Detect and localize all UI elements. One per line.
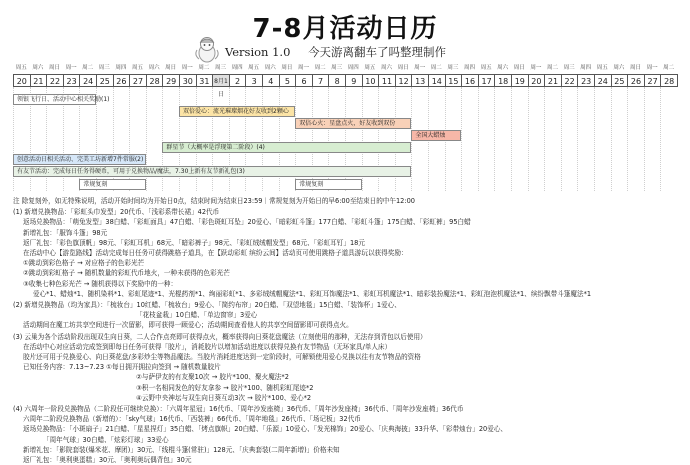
weekday-label: 周二 [546,65,558,71]
event-bar: 领银飞行日、活动中心相关奖励(1) [13,94,96,105]
note-line: 爱心*1、蜡烛*1、随机染料*1、彩虹尾迹*1、光棍药剂*1、绚丽彩虹*1、多彩绒绒帽魔法*1、彩虹耳饰魔法*1、彩虹耳机魔法*1、暗彩装扮魔法*1、彩虹泡泡机魔法*1、缤纷飘带斗篷魔法*1 [33,289,592,298]
calendar-day: 25 [611,74,629,87]
weekday-label: 周四 [347,65,359,71]
calendar-day: 21 [30,74,48,87]
weekday-label: 周一 [297,65,309,71]
weekday-label: 周六 [32,65,44,71]
day-gridline [660,87,661,191]
note-line: (2) 新增兑换物品（均为家具）：「梳妆台」10红蜡、「梳妆台」9爱心、「简约布帘」20白蜡、「双望地毯」15白蜡、「装饰杯」1爱心、 [13,301,401,310]
weekday-label: 周三 [214,65,226,71]
calendar-day: 31 [196,74,214,87]
weekday-label: 周日 [397,65,409,71]
note-line: 返场兑换物品：「小斑扇子」21白蜡、「星星捏灯」35白蜡、「烤点旗帜」20白蜡、「乐源」10爱心、「发光棉饰」20爱心、「庆典海披」33升华、「彩带烛台」20爱心、 [23,425,508,434]
note-line: 「花枝盆栽」10白蜡、「单边窗帘」3爱心 [136,311,258,320]
calendar-day: 24 [79,74,97,87]
weekday-label: 周三 [563,65,575,71]
weekday-label: 周二 [663,65,675,71]
day-gridline [627,87,628,191]
mascot-icon [191,32,223,64]
note-line: 在活动中心【游览路线】活动完成每日任务可获得跳格子道具，在【跃动彩虹 缤纷云间】活动页可使用跳格子道具游玩以获得奖励： [23,249,408,258]
weekday-label: 周日 [48,65,60,71]
note-line: 返场兑换物品：「萌兔发型」38白蜡、「彩虹面具」47白蜡、「彩色斑虹耳坠」20爱心、「暗彩虹斗篷」177白蜡、「彩虹斗篷」175白蜡、「彩虹裤」95白蜡 [23,218,471,227]
weekday-label: 周一 [414,65,426,71]
note-line: 新增礼包：「影院套装(爆米花、摩团)」30元、「线棍斗篷(常驻)」128元、「庆典套装(二周年新增)」价格未知 [23,445,340,454]
note-line: ①跳动到彩色格子 → 对应格子的色彩光芒 [23,259,145,268]
day-gridline [644,87,645,191]
calendar-day: 20 [528,74,546,87]
event-bar: 常规复刻 [79,179,145,190]
calendar-day: 13 [411,74,429,87]
day-gridline [494,87,495,191]
weekday-label: 周五 [131,65,143,71]
weekday-label: 周六 [613,65,625,71]
version-label: Version 1.0 [225,45,291,59]
event-bar: 全国大蜡烛 [411,130,461,141]
calendar-day: 3 [245,74,263,87]
day-gridline [528,87,529,191]
calendar-day: 26 [627,74,645,87]
weekday-label: 周四 [463,65,475,71]
notes-section [13,196,681,465]
note-line: 返厂礼包：「彩色旗顶帆」98元、「彩虹耳机」68元、「暗彩裤子」98元、「彩虹绒绒帽发型」68元、「彩虹耳钉」18元 [23,238,365,247]
weekday-label: 周日 [165,65,177,71]
weekday-label: 周日 [629,65,641,71]
weekday-label: 周二 [314,65,326,71]
day-gridline [461,87,462,191]
calendar-day: 11 [378,74,396,87]
calendar-day: 14 [428,74,446,87]
event-bar: 常规复刻 [295,179,361,190]
day-gridline [594,87,595,191]
calendar-day: 10 [362,74,380,87]
note-line: 胶片还可用于兑换爱心、向日葵花盘/多彩炒尘等物品魔法。当胶片消耗进度达到一定阶段时，可解锁使用爱心兑换以往有友节物品的资格 [23,353,421,362]
weekday-label: 周二 [430,65,442,71]
weekday-label: 周六 [380,65,392,71]
note-line: 新增礼包：「服饰斗篷」98元 [23,228,108,237]
calendar-day: 20 [13,74,31,87]
note-line: 已知任务内容：7.13~7.23 ①每日拥开拥拉向签到 → 随机数量胶片 [23,363,221,372]
weekday-label: 周一 [65,65,77,71]
calendar-day: 22 [46,74,64,87]
event-bar: 创意活动日相关活动、完美工坊新增7件常服(2) [13,154,146,165]
calendar-day: 27 [129,74,147,87]
subtitle [225,44,446,60]
note-line: ④云野中央神坛与双生向日葵互动3次 → 胶片*100、爱心*2 [136,393,312,402]
calendar-day: 23 [577,74,595,87]
calendar-day: 12 [395,74,413,87]
weekday-label: 周四 [580,65,592,71]
note-line: 返厂礼包：「奥利奥蛋糕」30元、「奥利奥玩偶背包」30元 [23,456,192,465]
calendar-day: 16 [461,74,479,87]
calendar-day: 28 [146,74,164,87]
calendar-day: 23 [63,74,81,87]
calendar-day: 6 [295,74,313,87]
calendar-day: 28 [660,74,678,87]
calendar-day: 9 [345,74,363,87]
note-line: ③积一名相同发色的好友拿参 → 胶片*100、随机彩虹尾迹*2 [136,383,314,392]
day-gridline [611,87,612,191]
calendar-day: 2 [229,74,247,87]
calendar-day: 21 [544,74,562,87]
weekday-label: 周三 [331,65,343,71]
weekday-label: 周四 [115,65,127,71]
weekday-label: 周二 [198,65,210,71]
weekday-label: 周五 [364,65,376,71]
event-bar: 有友节活动：完成每日任务得硬币，可用于兑换物品/魔法，7.30上新有友节新礼包(3) [13,166,411,177]
weekday-label: 周四 [231,65,243,71]
weekday-label: 周六 [264,65,276,71]
weekday-label: 周一 [646,65,658,71]
calendar-day: 27 [644,74,662,87]
calendar-day: 19 [511,74,529,87]
weekday-label: 周日 [513,65,525,71]
day-gridline [577,87,578,191]
note-line: 六周年二阶段兑换物品（新增的）：「sky气球」16代币、「西装裤」66代币、「周年地毯」26代币、「场记板」32代币 [23,415,361,424]
note-line: ②与萨伊友的有友聚10次 → 胶片*100、聚火魔法*2 [136,373,289,382]
note-line: 注 除复刻外，如无特殊说明，活动开始时间均为开始日0点，结束时间为结束日23:59｜常规复刻为开始日的早6:00至结束日的中午12:00 [13,197,415,205]
weekday-label: 周一 [530,65,542,71]
page-title: 7-8月活动日历 [252,14,438,44]
weekday-label: 周三 [447,65,459,71]
weekday-label: 周六 [497,65,509,71]
note-line: (1) 新增兑换物品：「彩虹头巾发型」20代币、「浅彩系带长裙」42代币 [13,208,220,217]
weekday-label: 周三 [98,65,110,71]
calendar-day: 7 [312,74,330,87]
day-gridline [511,87,512,191]
calendar-day: 30 [179,74,197,87]
weekday-label: 周五 [248,65,260,71]
weekday-label: 周五 [596,65,608,71]
weekday-label: 周二 [82,65,94,71]
note-line: 活动期间在魔工坊共享空间进行一次留影，即可获得一顾爱心；活动期间查看他人的共享空间留影即可获得点火。 [23,321,353,330]
weekday-label: 周六 [148,65,160,71]
calendar-day: 22 [561,74,579,87]
calendar-day: 8月1日 [212,74,230,87]
note-line: 在活动中心对应活动完成签到即每日任务可获得「胶片」，消耗胶片以增加活动进度以获得兑换有友节物品（无环家具/单人床） [23,342,392,351]
event-bar: 双倍心火：星盘点火，好友收到双份 [295,118,411,129]
calendar-day: 17 [478,74,496,87]
calendar-day: 24 [594,74,612,87]
weekday-label: 周五 [480,65,492,71]
activity-calendar [13,63,677,191]
day-gridline [478,87,479,191]
weekday-label: 周五 [15,65,27,71]
calendar-day: 8 [328,74,346,87]
note-line: ②跳动到彩虹格子 → 随机数量的彩虹代币地火，一种未获得的色彩光芒 [23,269,230,278]
weekday-label: 周一 [181,65,193,71]
calendar-day: 15 [445,74,463,87]
calendar-day: 29 [162,74,180,87]
calendar-day: 26 [113,74,131,87]
weekday-label: 周日 [281,65,293,71]
day-gridline [544,87,545,191]
event-bar: 双倍爱心：流光璀璨烟花好友收到2颗心 [179,106,295,117]
day-gridline [561,87,562,191]
event-bar: 群星节（大概率是浮现第二阶段）(4) [162,142,411,153]
calendar-day: 25 [96,74,114,87]
note-line: 「周年气球」30白蜡、「炫彩灯球」33爱心 [43,435,169,444]
note-line: ③收集七种色彩光芒 → 随机获得以下奖励中的一种： [23,279,178,288]
note-line: (3) 云巢为各个活动阶段出现双生向日葵，二人合作点亮即可获得点火，概率获得向日葵花盘魔法（立刻使用的那种，无法存到背包以后使用） [13,332,427,341]
credit-label: 今天游离翻车了吗整理制作 [308,45,447,59]
note-line: (4) 六周年一阶段兑换物品（二阶段任可继续兑换）：「六周年星冠」16代币、「周年沙发座椅」36代币、「周年沙发座椅」36代币、「周年沙发座椅」36代币 [13,405,464,414]
calendar-day: 5 [279,74,297,87]
calendar-day: 18 [494,74,512,87]
calendar-day: 4 [262,74,280,87]
